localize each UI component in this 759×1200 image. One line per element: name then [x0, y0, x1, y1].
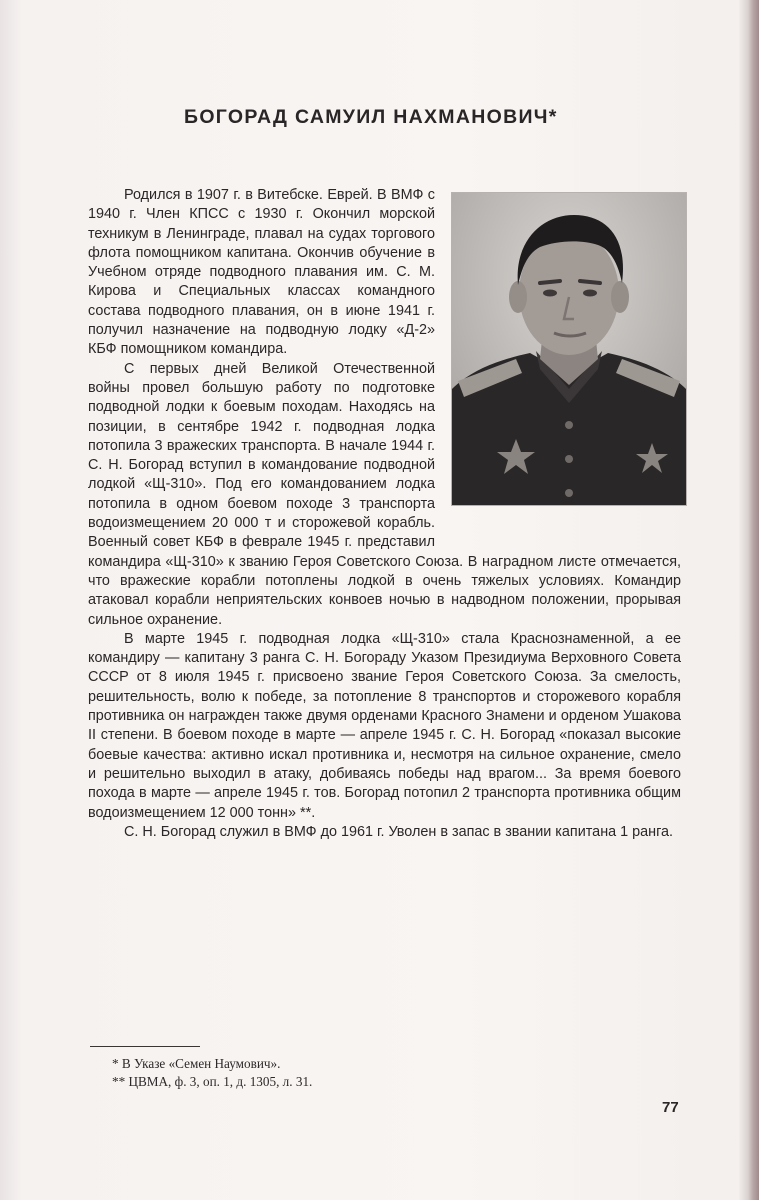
- page-number: 77: [662, 1099, 679, 1116]
- photo-wrap-spacer: [435, 186, 681, 538]
- footnote-1: * В Указе «Семен Наумович».: [112, 1056, 281, 1071]
- paragraph-retirement: С. Н. Богорад служил в ВМФ до 1961 г. Уволен в запас в звании капитана 1 ранга.: [124, 823, 674, 840]
- page-title: БОГОРАД САМУИЛ НАХМАНОВИЧ*: [184, 106, 558, 128]
- footnotes: [112, 1055, 512, 1091]
- paragraph-biography-early: Родился в 1907 г. в Витебске. Еврей. В ВМФ с 1940 г. Член КПСС с 1930 г. Окончил морской техникум в Ленинграде, плавал на судах торгового флота помощником капитана. Окончив обучение в Учебном отряде подводного плавания им. С. М. Кирова и Специальных классах командного состава подводного плавания, он в июне 1941 г. получил назначение на подводную лодку «Д-2» КБФ помощником командира.: [88, 187, 435, 358]
- article-body: [88, 186, 681, 842]
- paragraph-hero-award: В марте 1945 г. подводная лодка «Щ-310» стала Краснознаменной, а ее командиру — капитану 3 ранга С. Н. Богораду Указом Президиума Верховного Совета СССР от 8 июля 1945 г. присвоено звание Героя Советского Союза. За смелость, решительность, волю к победе, за потопление 8 транспортов и сторожевого корабля противника он награжден также двумя орденами Красного Знамени и орденом Ушакова II степени. В боевом походе в марте — апреле 1945 г. С. Н. Богорад «показал высокие боевые качества: активно искал противника и, несмотря на сильное охранение, смело и решительно выходил в атаку, добиваясь победы над врагом... За время боевого похода в марте — апреле 1945 г. тов. Богорад потопил 2 транспорта противника общим водоизмещением 12 000 тонн» **.: [88, 630, 681, 821]
- footnote-2: ** ЦВМА, ф. 3, оп. 1, д. 1305, л. 31.: [112, 1074, 313, 1089]
- footnote-divider: [90, 1046, 200, 1047]
- paragraph-war-service: С первых дней Великой Отечественной войны провел большую работу по подготовке подводной лодки к боевым походам. Находясь на позиции, в сентябре 1942 г. подводная лодка потопила 3 вражеских транспорта. В начале 1944 г. С. Н. Богорад вступил в командование подводной лодкой «Щ-310». Под его командованием лодка потопила в одном боевом походе 3 транспорта водоизмещением 20 000 т и сторожевой корабль. Военный совет КБФ в феврале 1945 г. представил командира «Щ-310» к званию Героя Советского Союза. В наградном листе отмечается, что вражеские корабли потоплены лодкой в очень тяжелых условиях. Командир атаковал корабли неприятельских конвоев ночью в надводном положении, прорывая сильное охранение.: [88, 360, 681, 628]
- book-spine: [739, 0, 759, 1200]
